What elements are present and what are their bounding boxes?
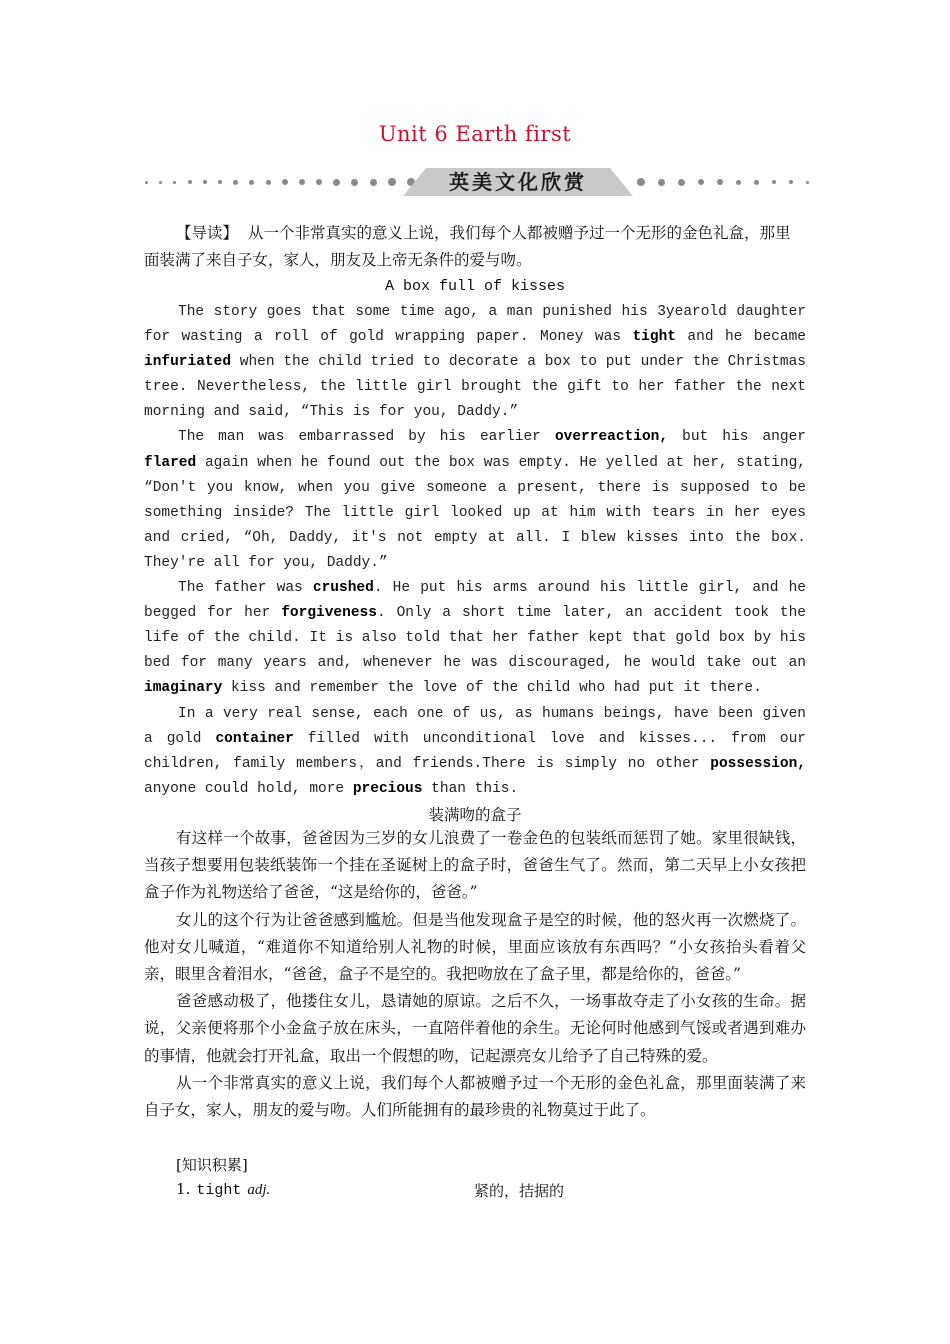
chinese-paragraph-2: 女儿的这个行为让爸爸感到尴尬。但是当他发现盒子是空的时候，他的怒火再一次燃烧了。他对女儿喊道，“难道你不知道给别人礼物的时候，里面应该放有东西吗？”小女孩抬头看着父亲，眼里含着泪水，“爸爸，盒子不是空的。我把吻放在了盒子里，都是给你的，爸爸。”	[144, 910, 806, 984]
keyword: infuriated	[144, 354, 232, 371]
vocab-pos: adj.	[247, 1182, 271, 1198]
keyword: container	[215, 730, 294, 747]
chinese-paragraph-4: 从一个非常真实的意义上说，我们每个人都被赠予过一个无形的金色礼盒，那里面装满了来自子女，家人，朋友的爱与吻。人们所能拥有的最珍贵的礼物莫过于此了。	[144, 1073, 806, 1120]
unit-title: Unit 6 Earth first	[378, 122, 572, 146]
chinese-story	[144, 825, 806, 1124]
banner-dots-right	[637, 177, 809, 187]
english-paragraph-2: The man was embarrassed by his earlier overreaction, but his anger flared again when he found out the box was empty. He yelled at her, stating, “Don't you know, when you give someone a present, there is supposed to be something inside? The little girl looked up at him with tears in her eyes and cried, “Oh, Daddy, it's not empty at all. I blew kisses into the box. They're all for you, Daddy.”	[144, 429, 806, 571]
english-paragraph-4: In a very real sense, each one of us, as humans beings, have been given a gold container filled with unconditional love and kisses... from our children, family members，and friends.There is simply no other possession, anyone could hold, more precious than this.	[144, 705, 806, 797]
chinese-paragraph-1: 有这样一个故事，爸爸因为三岁的女儿浪费了一卷金色的包装纸而惩罚了她。家里很缺钱，当孩子想要用包装纸装饰一个挂在圣诞树上的盒子时，爸爸生气了。然而，第二天早上小女孩把盒子作为礼物送给了爸爸，“这是给你的，爸爸。”	[144, 829, 806, 902]
vocab-meaning: 紧的，拮据的	[474, 1182, 565, 1200]
keyword: overreaction,	[554, 429, 669, 446]
keyword: imaginary	[144, 680, 223, 697]
banner-heading: 英美文化欣赏	[449, 170, 587, 194]
intro-label: 【导读】	[176, 224, 239, 242]
english-paragraph-3: The father was crushed. He put his arms around his little girl, and he begged for her forgiveness. Only a short time later, an accident took the life of the child. It is also told that her father kept that gold box by his bed for many years and, whenever he was discouraged, he would take out an imaginary kiss and remember the love of the child who had put it there.	[144, 580, 806, 697]
chinese-paragraph-3: 爸爸感动极了，他搂住女儿，恳请她的原谅。之后不久，一场事故夺走了小女孩的生命。据说，父亲便将那个小金盒子放在床头，一直陪伴着他的余生。无论何时他感到气馁或者遇到难办的事情，他就会打开礼盒，取出一个假想的吻，记起漂亮女儿给予了自己特殊的爱。	[144, 992, 806, 1065]
knowledge-heading: [知识积累]	[176, 1156, 248, 1174]
keyword: tight	[632, 329, 676, 346]
english-title: A box full of kisses	[384, 278, 566, 295]
section-banner	[145, 168, 810, 196]
vocab-item	[176, 1180, 565, 1200]
chinese-title: 装满吻的盒子	[428, 806, 522, 824]
intro-text: 从一个非常真实的意义上说，我们每个人都被赠予过一个无形的金色礼盒，那里面装满了来自子女，家人，朋友及上帝无条件的爱与吻。	[144, 224, 791, 269]
english-paragraph-1: The story goes that some time ago, a man punished his 3yearold daughter for wasting a roll of gold wrapping paper. Money was tight and he became infuriated when the child tried to decorate a box to put under the Christmas tree. Nevertheless, the little girl brought the gift to her father the next morning and said, “This is for you, Daddy.”	[144, 304, 806, 421]
vocab-word: tight	[196, 1182, 242, 1199]
english-story	[144, 300, 806, 802]
vocab-number: 1.	[176, 1180, 191, 1198]
keyword: crushed	[312, 580, 374, 597]
keyword: flared	[144, 454, 197, 471]
keyword: possession,	[710, 755, 806, 772]
keyword: forgiveness	[281, 605, 377, 622]
banner-dots-left	[145, 177, 415, 187]
intro-paragraph	[144, 220, 806, 274]
keyword: precious	[352, 780, 423, 797]
